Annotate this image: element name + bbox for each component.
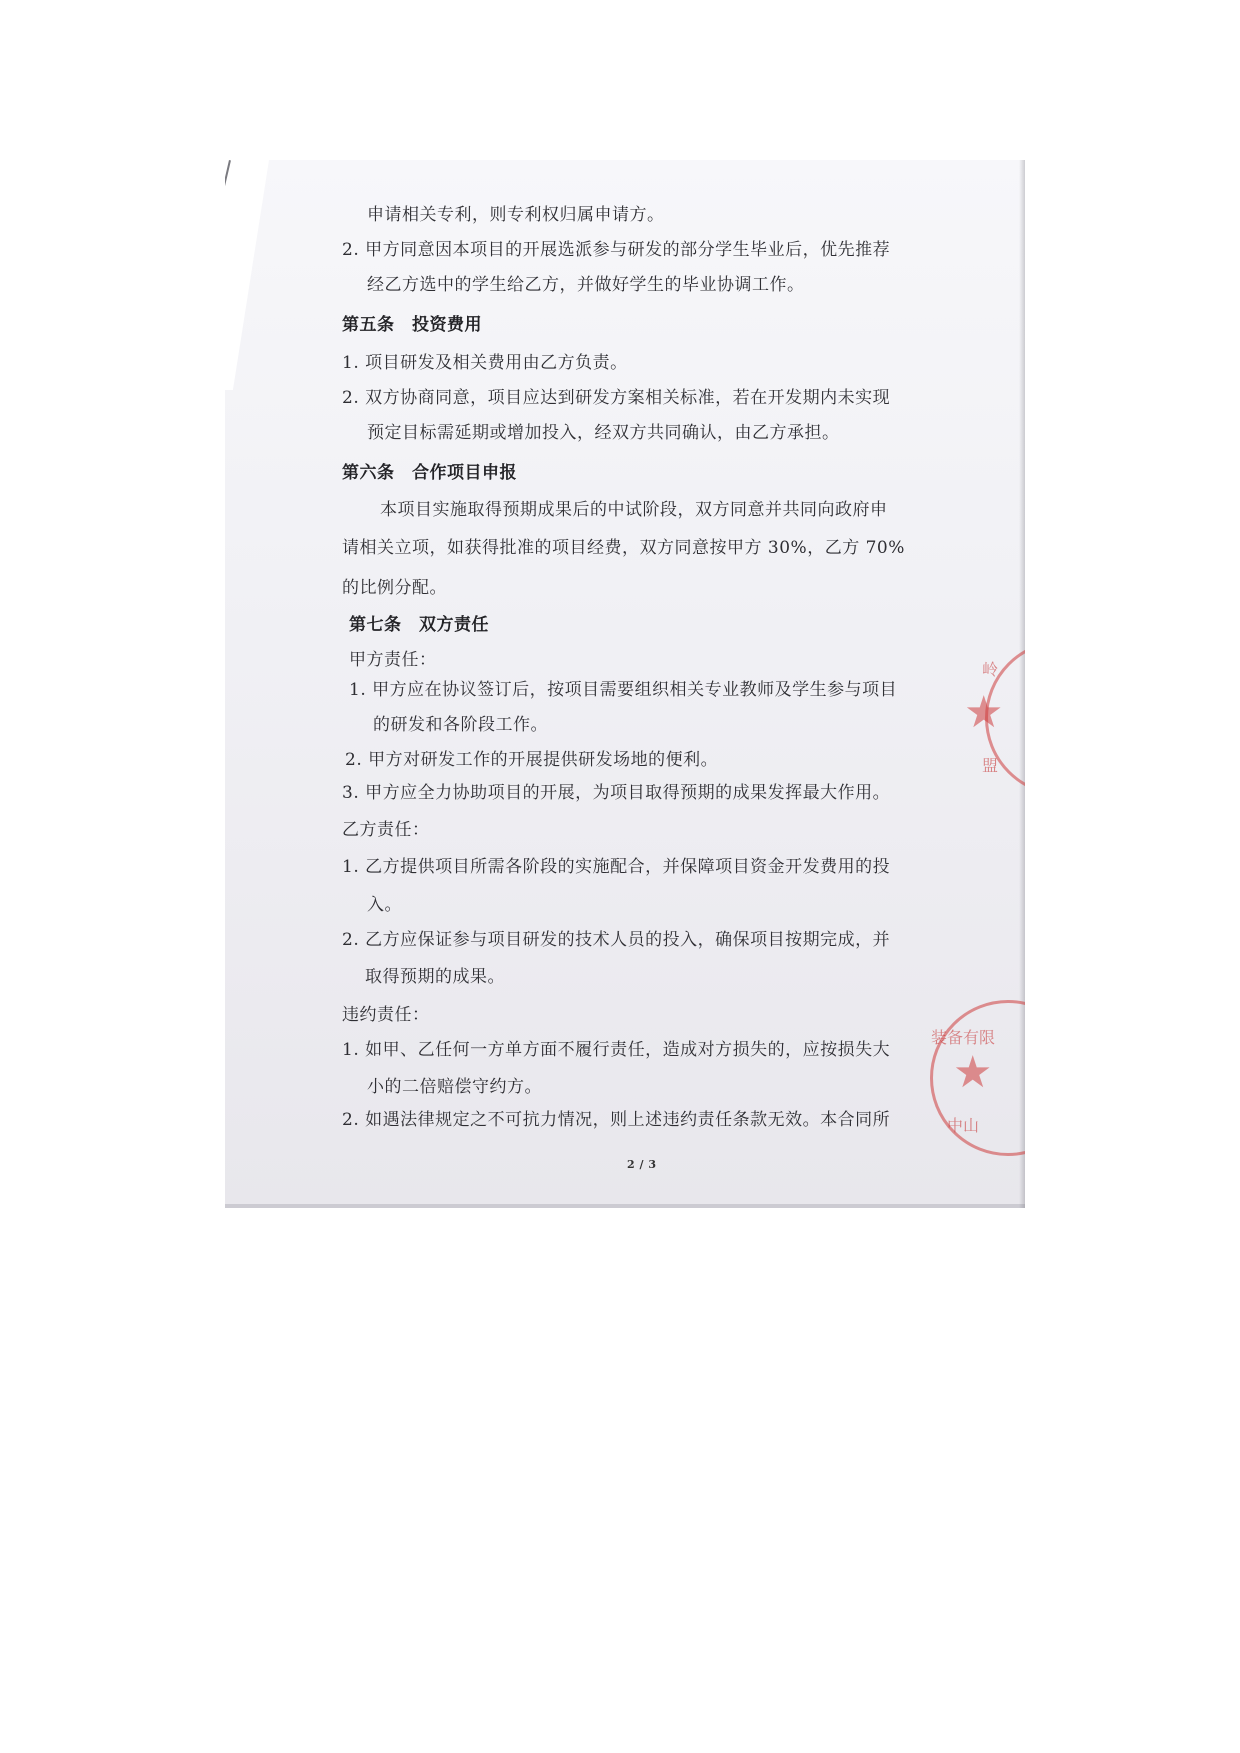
- list-item: 3. 甲方应全力协助项目的开展，为项目取得预期的成果发挥最大作用。: [342, 783, 891, 803]
- page-curl: [225, 160, 269, 390]
- paragraph-line: 的比例分配。: [342, 578, 447, 598]
- section-heading: 第七条 双方责任: [349, 615, 489, 635]
- list-item: 1. 如甲、乙任何一方单方面不履行责任，造成对方损失的，应按损失大: [342, 1040, 891, 1060]
- seal-star-icon: ★: [953, 1047, 993, 1098]
- list-item: 2. 甲方对研发工作的开展提供研发场地的便利。: [345, 750, 719, 770]
- paragraph-line: 入。: [367, 895, 402, 915]
- seal-text: 岭: [982, 660, 999, 679]
- paragraph-line: 的研发和各阶段工作。: [373, 715, 548, 735]
- list-item: 1. 甲方应在协议签订后，按项目需要组织相关专业教师及学生参与项目: [349, 680, 898, 700]
- list-item: 2. 双方协商同意，项目应达到研发方案相关标准，若在开发期内未实现: [342, 388, 891, 408]
- paragraph-line: 本项目实施取得预期成果后的中试阶段，双方同意并共同向政府申: [380, 500, 888, 520]
- subheading: 乙方责任：: [342, 820, 430, 840]
- list-item: 1. 乙方提供项目所需各阶段的实施配合，并保障项目资金开发费用的投: [342, 857, 891, 877]
- seal-text: 中山: [947, 1116, 980, 1135]
- list-item: 2. 如遇法律规定之不可抗力情况，则上述违约责任条款无效。本合同所: [342, 1110, 891, 1130]
- paragraph-line: 取得预期的成果。: [365, 967, 505, 987]
- page-number: 2 / 3: [627, 1158, 657, 1171]
- paragraph-line: 小的二倍赔偿守约方。: [367, 1077, 542, 1097]
- document-photo: [225, 160, 1025, 1208]
- list-item: 2. 甲方同意因本项目的开展选派参与研发的部分学生毕业后，优先推荐: [342, 240, 891, 260]
- list-item: 2. 乙方应保证参与项目研发的技术人员的投入，确保项目按期完成，并: [342, 930, 891, 950]
- paragraph-line: 申请相关专利，则专利权归属申请方。: [367, 205, 665, 225]
- seal-text: 盟: [982, 756, 999, 775]
- list-item: 1. 项目研发及相关费用由乙方负责。: [342, 353, 628, 373]
- subheading: 甲方责任：: [349, 650, 437, 670]
- paragraph-line: 请相关立项，如获得批准的项目经费，双方同意按甲方 30%，乙方 70%: [342, 538, 905, 558]
- section-heading: 第五条 投资费用: [342, 315, 482, 335]
- seal-text: 装备有限: [931, 1028, 996, 1047]
- paragraph-line: 经乙方选中的学生给乙方，并做好学生的毕业协调工作。: [367, 275, 805, 295]
- section-heading: 第六条 合作项目申报: [342, 463, 517, 483]
- company-seal-upper: [964, 640, 1025, 796]
- seal-star-icon: ★: [964, 687, 1004, 738]
- company-seal-lower: [930, 1000, 1025, 1156]
- paragraph-line: 预定目标需延期或增加投入，经双方共同确认，由乙方承担。: [367, 423, 840, 443]
- subheading: 违约责任：: [342, 1005, 430, 1025]
- page-bottom-shadow: [225, 1204, 1025, 1208]
